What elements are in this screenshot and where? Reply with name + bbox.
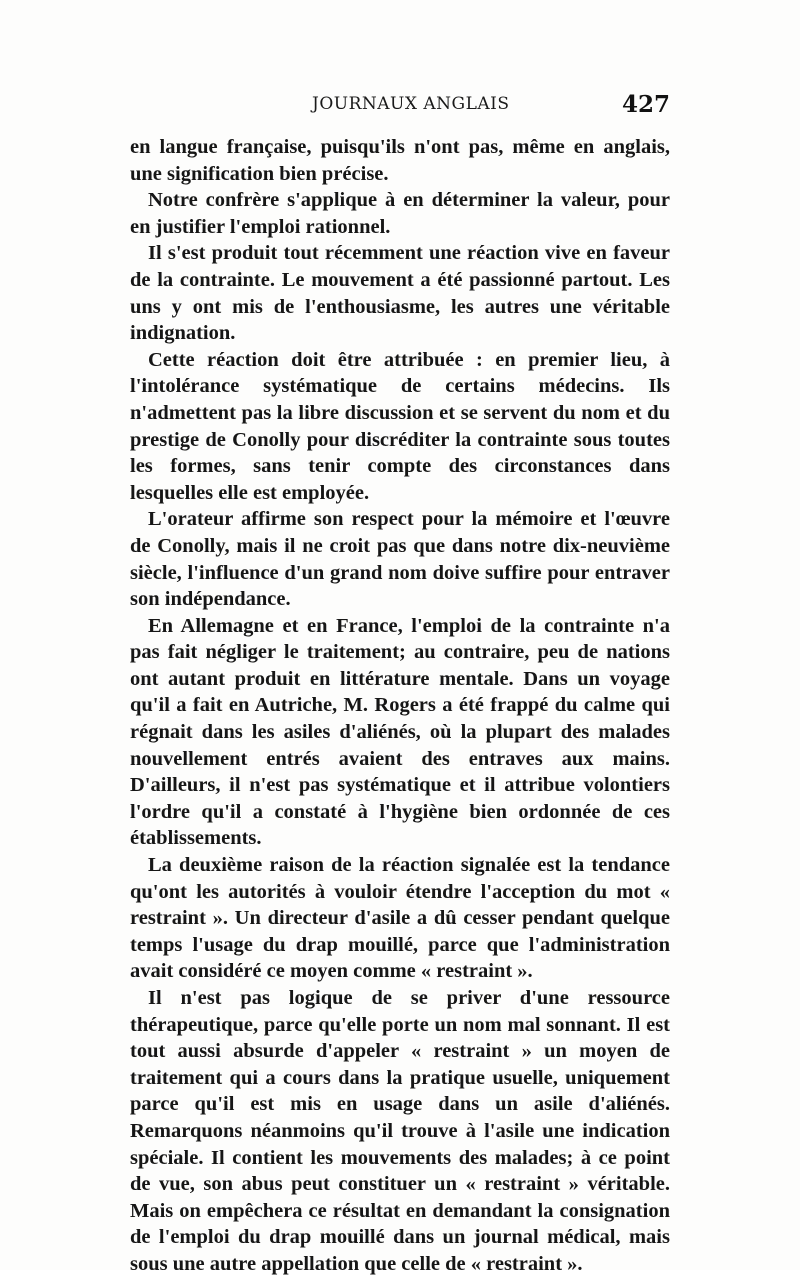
paragraph: En Allemagne et en France, l'emploi de la contrainte n'a pas fait négliger le traitement; au contraire, peu de nations ont autant produit en littérature mentale. Dans un voyage qu'il a fait en Autriche, M. Rogers a été frappé du calme qui régnait dans les asiles d'aliénés, où la plupart des malades nouvellement entrés avaient des entraves aux mains. D'ailleurs, il n'est pas systématique et il attribue volontiers l'ordre qu'il a constaté à l'hygiène bien ordonnée de ces établissements. xyxy=(130,614,670,850)
paragraph: Il n'est pas logique de se priver d'une ressource thérapeutique, parce qu'elle porte un nom mal sonnant. Il est tout aussi absurde d'appeler « restraint » un moyen de traitement qui a cours dans la pratique usuelle, uniquement parce qu'il est mis en usage dans un asile d'aliénés. Remarquons néanmoins qu'il trouve à l'asile une indication spéciale. Il contient les mouvements des malades; à ce point de vue, son abus peut constituer un « restraint » véritable. Mais on empêchera ce résultat en demandant la consignation de l'emploi du drap mouillé dans un journal médical, mais sous une autre appellation que celle de « restraint ». xyxy=(130,987,670,1275)
paragraph-continued: en langue française, puisqu'ils n'ont pas, même en anglais, une signification bien précise. xyxy=(130,136,670,185)
paragraph: La deuxième raison de la réaction signalée est la tendance qu'ont les autorités à vouloir étendre l'acception du mot « restraint ». Un directeur d'asile a dû cesser pendant quelque temps l'usage du drap mouillé, parce que l'administration avait considéré ce moyen comme « restraint ». xyxy=(130,854,670,983)
paragraph: Cette réaction doit être attribuée : en premier lieu, à l'intolérance systématique de certains médecins. Ils n'admettent pas la libre discussion et se servent du nom et du prestige de Conolly pour discréditer la contrainte sous toutes les formes, sans tenir compte des circonstances dans lesquelles elle est employée. xyxy=(130,348,670,504)
body-text xyxy=(130,134,670,1278)
page-number: 427 xyxy=(621,91,670,118)
running-title: JOURNAUX ANGLAIS xyxy=(312,94,510,114)
paragraph: Il s'est produit tout récemment une réaction vive en faveur de la contrainte. Le mouvement a été passionné partout. Les uns y ont mis de l'enthousiasme, les autres une véritable indignation. xyxy=(130,242,670,345)
paragraph: L'orateur affirme son respect pour la mémoire et l'œuvre de Conolly, mais il ne croit pas que dans notre dix-neuvième siècle, l'influence d'un grand nom doive suffire pour entraver son indépendance. xyxy=(130,508,670,611)
paragraph: Notre confrère s'applique à en déterminer la valeur, pour en justifier l'emploi rationnel. xyxy=(130,189,670,238)
running-head xyxy=(130,91,670,124)
